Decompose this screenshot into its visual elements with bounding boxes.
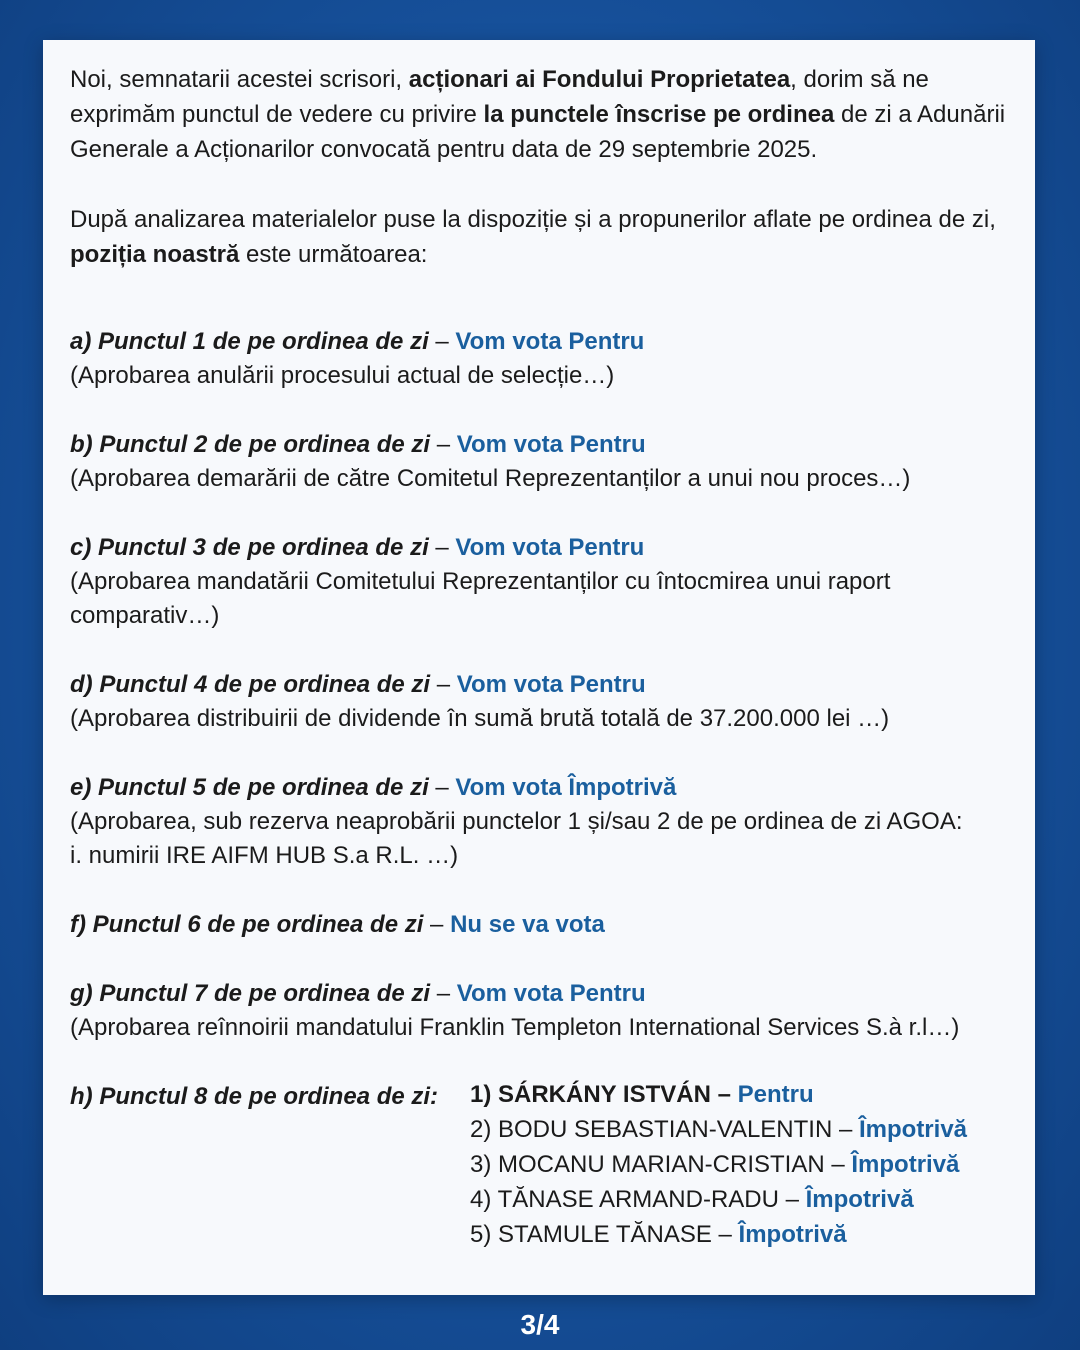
emphasis-text: poziția noastră: [70, 241, 240, 268]
agenda-item-3: [70, 530, 1008, 633]
separator: –: [824, 1151, 852, 1178]
separator: –: [428, 774, 456, 801]
candidate-vote: Pentru: [737, 1081, 814, 1108]
separator: –: [778, 1186, 806, 1213]
emphasis-text: la punctele înscrise pe ordinea: [483, 101, 835, 128]
separator: –: [430, 431, 457, 458]
agenda-item-description: (Aprobarea anulării procesului actual de selecție…): [70, 362, 615, 389]
agenda-item-label: g) Punctul 7 de pe ordinea de zi: [70, 980, 431, 1007]
separator: –: [832, 1116, 859, 1143]
agenda-item-label: d) Punctul 4 de pe ordinea de zi: [70, 671, 431, 698]
body-text: este următoarea:: [239, 241, 428, 268]
candidate-list: [470, 1077, 967, 1252]
agenda-item-description: (Aprobarea mandatării Comitetului Reprezentanților cu întocmirea unui raport comparativ…): [70, 568, 891, 629]
separator: –: [423, 911, 451, 938]
separator: –: [710, 1081, 738, 1108]
vote-status: Vom vota Pentru: [455, 328, 645, 355]
candidate-vote: Împotrivă: [858, 1116, 968, 1143]
body-text: de zi a Adunării Generale a Acționarilor convocată pentru data de 29 septembrie 2025.: [70, 101, 1006, 163]
body-text: Noi, semnatarii acestei scrisori,: [70, 66, 409, 93]
agenda-item-description: (Aprobarea reînnoirii mandatului Franklin Templeton International Services S.à r.l…): [70, 1014, 960, 1041]
candidate-vote: Împotrivă: [805, 1186, 914, 1213]
agenda-item-6: [70, 907, 1008, 942]
separator: –: [430, 980, 457, 1007]
intro-paragraph-2: [70, 202, 1008, 272]
intro-paragraph-1: [70, 62, 1008, 167]
agenda-item-label: c) Punctul 3 de pe ordinea de zi: [70, 534, 429, 561]
candidate-row: [470, 1217, 967, 1252]
emphasis-text: acționari ai Fondului Proprietatea: [408, 66, 791, 93]
agenda-item-7: [70, 976, 1008, 1045]
body-text: , dorim să ne exprimăm punctul de vedere cu privire: [70, 66, 929, 128]
agenda-item-label: a) Punctul 1 de pe ordinea de zi: [70, 328, 429, 355]
agenda-item-description: (Aprobarea distribuirii de dividende în sumă brută totală de 37.200.000 lei …): [70, 705, 890, 732]
agenda-item-1: [70, 324, 1008, 393]
agenda-item-description-line-1: (Aprobarea, sub rezerva neaprobării punctelor 1 și/sau 2 de pe ordinea de zi AGOA:: [70, 808, 963, 835]
agenda-item-label: b) Punctul 2 de pe ordinea de zi: [70, 431, 431, 458]
agenda-item-8: [70, 1077, 1008, 1252]
candidate-vote: Împotrivă: [738, 1221, 847, 1248]
candidate-name: 1) SÁRKÁNY ISTVÁN: [470, 1081, 711, 1108]
agenda-item-label: e) Punctul 5 de pe ordinea de zi: [70, 774, 429, 801]
vote-status: Vom vota Pentru: [456, 431, 646, 458]
agenda-item-5: [70, 770, 1008, 873]
separator: –: [711, 1221, 739, 1248]
agenda-item-2: [70, 427, 1008, 496]
separator: –: [428, 328, 456, 355]
page-indicator: 3/4: [520, 1309, 560, 1340]
candidate-name: 4) TĂNASE ARMAND-RADU: [470, 1186, 779, 1213]
candidate-row: [470, 1147, 967, 1182]
body-text: După analizarea materialelor puse la dispoziție și a propunerilor aflate pe ordinea de zi,: [70, 206, 996, 233]
candidate-row: [470, 1182, 967, 1217]
agenda-item-description: (Aprobarea demarării de către Comitetul Reprezentanților a unui nou proces…): [70, 465, 911, 492]
candidate-row: [470, 1077, 967, 1112]
candidate-name: 5) STAMULE TĂNASE: [470, 1221, 712, 1248]
separator: –: [428, 534, 456, 561]
separator: –: [430, 671, 457, 698]
letter-card: [43, 40, 1035, 1295]
vote-status: Vom vota Pentru: [455, 534, 645, 561]
agenda-item-label: h) Punctul 8 de pe ordinea de zi:: [70, 1083, 439, 1110]
agenda-items: [70, 324, 1008, 1252]
vote-status: Vom vota Împotrivă: [455, 774, 677, 801]
agenda-item-label: f) Punctul 6 de pe ordinea de zi: [70, 911, 424, 938]
vote-status: Vom vota Pentru: [456, 671, 646, 698]
candidate-name: 2) BODU SEBASTIAN-VALENTIN: [470, 1116, 833, 1143]
agenda-item-4: [70, 667, 1008, 736]
candidate-name: 3) MOCANU MARIAN-CRISTIAN: [470, 1151, 825, 1178]
agenda-item-description-line-2: i. numirii IRE AIFM HUB S.a R.L. …): [70, 842, 459, 869]
candidate-row: [470, 1112, 967, 1147]
vote-status: Nu se va vota: [450, 911, 605, 938]
candidate-vote: Împotrivă: [851, 1151, 960, 1178]
vote-status: Vom vota Pentru: [456, 980, 646, 1007]
